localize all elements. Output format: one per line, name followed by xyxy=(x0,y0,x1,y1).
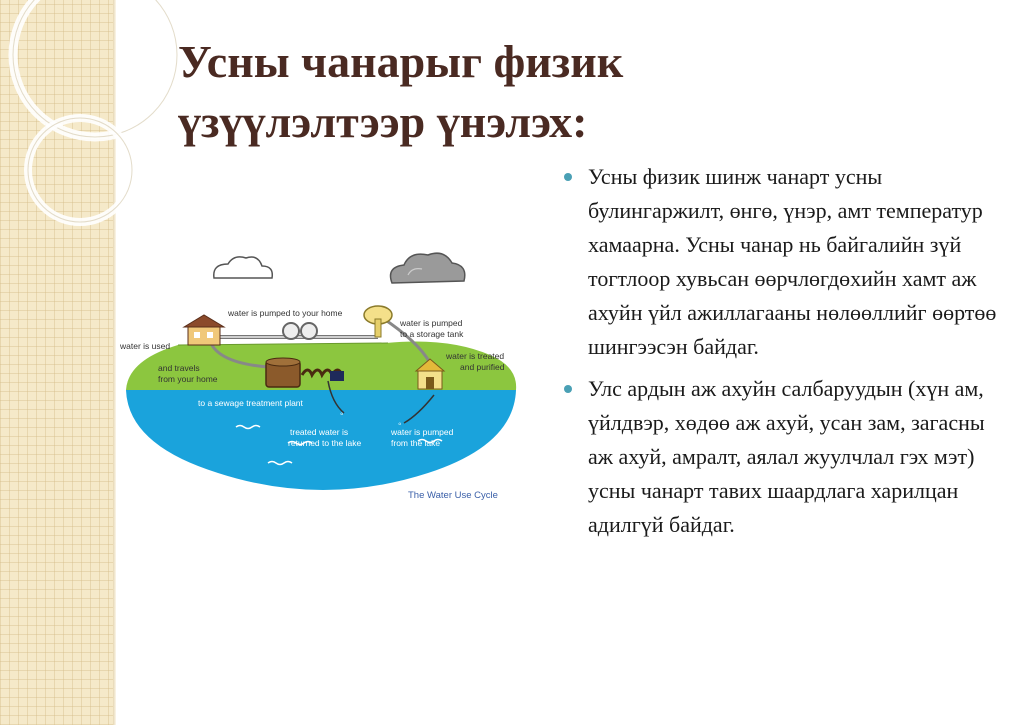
label-travels-1: and travels xyxy=(158,363,200,373)
bullet-list xyxy=(560,160,1000,550)
label-pumped-storage-2: to a storage tank xyxy=(400,329,464,339)
label-pumped-storage-1: water is pumped xyxy=(400,318,463,328)
strip-divider xyxy=(113,0,116,725)
label-returned-1: treated water is xyxy=(290,427,349,437)
svg-text:◦: ◦ xyxy=(340,409,344,420)
bullet-dot-icon xyxy=(564,385,572,393)
storage-tank-icon xyxy=(364,306,392,337)
label-sewage: to a sewage treatment plant xyxy=(198,398,303,408)
water-use-cycle-diagram xyxy=(118,245,528,515)
bullet-dot-icon xyxy=(564,173,572,181)
label-from-lake-2: from the lake xyxy=(391,438,441,448)
decorative-pattern-strip xyxy=(0,0,113,725)
label-from-lake-1: water is pumped xyxy=(391,427,454,437)
sewage-tank-icon xyxy=(266,358,300,387)
cloud-icon xyxy=(214,257,273,278)
label-returned-2: returned to the lake xyxy=(288,438,362,448)
house-icon xyxy=(184,315,224,345)
label-treated-2: and purified xyxy=(460,362,505,372)
label-pumped-home: water is pumped to your home xyxy=(228,308,343,318)
label-treated-1: water is treated xyxy=(446,351,505,361)
bullet-item-2 xyxy=(560,372,1000,542)
bullet-text-1: Усны физик шинж чанарт усны булингаржилт, өнгө, үнэр, амт температур хамаарна. Усны чанар нь байгалийн зүй тогтлоор хувьсан өөрчлөгдөхийн хамт аж ахуйн үйл ажиллагааны нөлөөллийг өөртөө шингээсэн байдаг. xyxy=(588,164,997,359)
title-line-1: Усны чанарыг физик xyxy=(178,36,624,87)
bullet-text-2: Улс ардын аж ахуйн салбаруудын (хүн ам, үйлдвэр, хөдөө аж ахуй, усан зам, загасны аж ахуй, амралт, аялал жуулчлал гэх мэт) усны чанарт тавих шаардлага харилцан адилгүй байдаг. xyxy=(588,376,985,537)
svg-text:◦: ◦ xyxy=(398,419,402,430)
title-line-2: үзүүлэлтээр үнэлэх: xyxy=(178,96,588,147)
bullet-item-1 xyxy=(560,160,1000,364)
slide-title xyxy=(178,32,978,152)
storm-cloud-icon xyxy=(391,253,465,283)
diagram-caption: The Water Use Cycle xyxy=(408,490,498,501)
label-travels-2: from your home xyxy=(158,374,218,384)
label-water-used: water is used xyxy=(120,341,171,351)
